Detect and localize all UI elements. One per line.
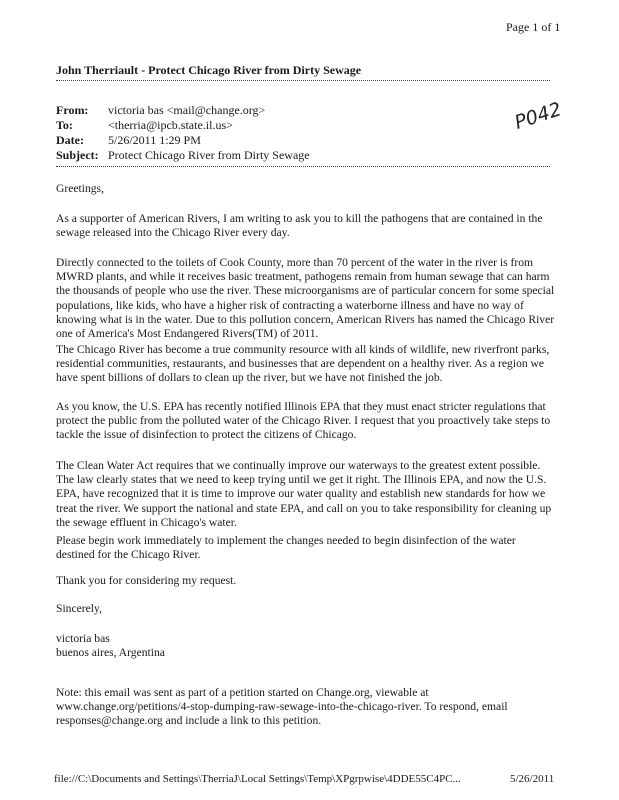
handwritten-stamp: P042 xyxy=(512,98,565,134)
date-row xyxy=(0,132,619,148)
subject-value: Protect Chicago River from Dirty Sewage xyxy=(108,148,310,162)
body-paragraph: The Chicago River has become a true community resource with all kinds of wildlife, new riverfront parks, residential communities, restaurants, and businesses that are dependent on a healthy river. As a region we have spent billions of dollars to clean up the river, but we have not finished the job. xyxy=(56,343,550,385)
from-value: victoria bas <mail@change.org> xyxy=(108,103,266,117)
to-value: <therria@ipcb.state.il.us> xyxy=(108,118,233,132)
body-paragraph: Thank you for considering my request. xyxy=(56,574,237,587)
footer-date: 5/26/2011 xyxy=(510,773,555,785)
body-paragraph: Please begin work immediately to implement the changes needed to begin disinfection of the water destined for the Chicago River. xyxy=(56,534,516,562)
to-label: To: xyxy=(56,118,73,132)
petition-note: Note: this email was sent as part of a petition started on Change.org, viewable at www.change.org/petitions/4-stop-dumping-raw-sewage-into-the-chicago-river. To respond, email responses@change.org and include a link to this petition. xyxy=(56,686,508,728)
subject-row xyxy=(0,147,619,163)
body-paragraph: As a supporter of American Rivers, I am writing to ask you to kill the pathogens that are contained in the sewage released into the Chicago River every day. xyxy=(56,212,543,240)
body-paragraph: Directly connected to the toilets of Cook County, more than 70 percent of the water in the river is from MWRD plants, and while it receives basic treatment, pathogens remain from human sewage that can harm the thousands of people who use the river. These microorganisms are of particular concern for some special populations, like kids, who have a higher risk of contracting a waterborne illness and have no way of knowing what is in the water. Due to this pollution concern, American Rivers has named the Chicago River one of America's Most Endangered Rivers(TM) of 2011. xyxy=(56,256,555,341)
document-title: John Therriault - Protect Chicago River from Dirty Sewage xyxy=(56,63,362,77)
title-divider xyxy=(56,80,550,81)
greeting: Greetings, xyxy=(56,182,104,195)
sender-name: victoria bas xyxy=(56,632,110,645)
sender-location: buenos aires, Argentina xyxy=(56,646,165,659)
body-paragraph: As you know, the U.S. EPA has recently notified Illinois EPA that they must enact stricter regulations that protect the public from the polluted water of the Chicago River. I request that you proactively take steps to tackle the issue of disinfection to protect the citizens of Chicago. xyxy=(56,400,551,442)
body-paragraph: The Clean Water Act requires that we continually improve our waterways to the greatest extent possible. The law clearly states that we need to keep trying until we get it right. The Illinois EPA, and now the U.S. EPA, have recognized that it is time to improve our water quality and establish new standards for how we treat the river. We support the national and state EPA, and call on you to take responsibility for cleaning up the sewage effluent in Chicago's water. xyxy=(56,459,552,529)
closing: Sincerely, xyxy=(56,602,102,615)
from-label: From: xyxy=(56,103,89,117)
header-divider xyxy=(56,166,550,167)
footer-file-path: file://C:\Documents and Settings\TherriaJ\Local Settings\Temp\XPgrpwise\4DDE55C4PC... xyxy=(54,773,461,785)
date-label: Date: xyxy=(56,133,84,147)
page-number: Page 1 of 1 xyxy=(506,20,561,34)
date-value: 5/26/2011 1:29 PM xyxy=(108,133,201,147)
subject-label: Subject: xyxy=(56,148,99,162)
